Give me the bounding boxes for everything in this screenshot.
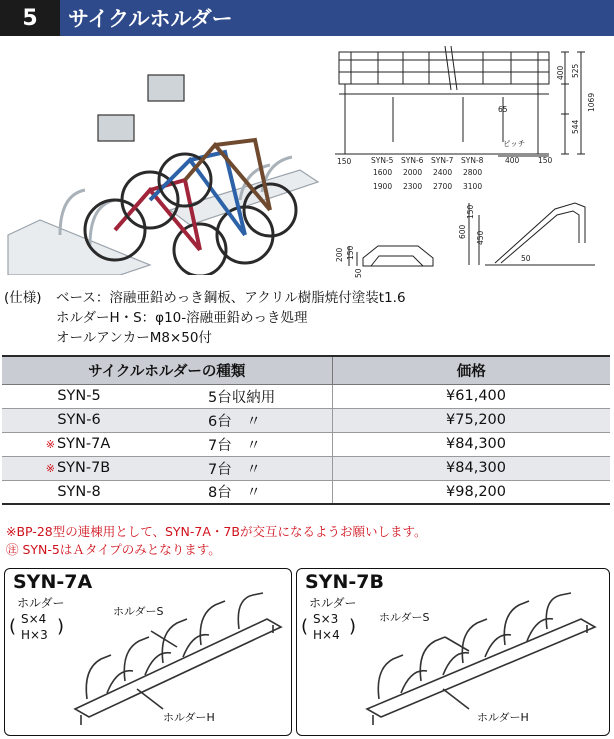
table-row [2, 456, 610, 480]
model-7-label: SYN-7 [431, 156, 454, 165]
row-model: SYN-7B [56, 460, 111, 476]
note-1: ※BP-28型の連棟用として、SYN-7A・7Bが交互になるようお願いします。 [6, 524, 427, 539]
variant-a-count-s: S×4 [21, 612, 47, 626]
pitch-label: ピッチ [503, 139, 526, 148]
note-2: ㊟ SYN-5はＡタイプのみとなります。 [6, 542, 221, 557]
row-capacity: 8台 〃 [154, 480, 332, 504]
row-model: SYN-8 [57, 483, 101, 500]
variant-b-count-h: H×4 [313, 628, 340, 642]
row1-6: 2000 [403, 168, 423, 177]
row1-7: 2400 [433, 168, 453, 177]
spec-line-1: ベース：溶融亜鉛めっき鋼板、アクリル樹脂焼付塗装t1.6 [56, 290, 406, 306]
dim-450: 450 [476, 230, 485, 245]
model-8-label: SYN-8 [461, 156, 484, 165]
dim-600: 600 [458, 224, 467, 239]
variant-a-holder-label: ホルダー [17, 596, 65, 610]
model-6-label: SYN-6 [401, 156, 424, 165]
section-number: 5 [0, 0, 60, 36]
dim-150-small: 150 [346, 245, 355, 260]
dim-150-side: 150 [466, 204, 475, 219]
table-row [2, 408, 610, 432]
row-capacity: 7台 〃 [154, 432, 332, 456]
variant-a-paren-right: ) [57, 616, 65, 637]
front-elevation-drawing [333, 42, 611, 194]
variant-a-label-s: ホルダーS [113, 605, 164, 618]
specification [4, 288, 610, 348]
row2-7: 2700 [433, 182, 453, 191]
header-type: サイクルホルダーの種類 [2, 356, 332, 384]
variant-a-paren-left: ( [9, 616, 17, 637]
spec-line-2: ホルダーH・S：φ10-溶融亜鉛めっき処理 [56, 310, 308, 326]
table-row [2, 480, 610, 504]
dim-544: 544 [571, 119, 580, 134]
row-price: ¥75,200 [332, 408, 610, 432]
row1-5: 1600 [373, 168, 393, 177]
row-capacity: 5台収納用 [154, 384, 332, 408]
dim-left: 150 [337, 157, 352, 166]
variant-a-box [4, 568, 292, 736]
variant-a-title: SYN-7A [13, 571, 93, 593]
dim-525: 525 [571, 63, 580, 78]
row-capacity: 7台 〃 [154, 456, 332, 480]
table-row [2, 432, 610, 456]
table-row [2, 384, 610, 408]
model-dims [371, 156, 484, 191]
row2-5: 1900 [373, 182, 393, 191]
header-price: 価格 [332, 356, 610, 384]
variant-b-label-h: ホルダーH [477, 711, 529, 724]
row-model: SYN-6 [57, 412, 101, 428]
spec-line-3: オールアンカーM8×50付 [56, 330, 212, 346]
notes [6, 523, 426, 559]
pitch-value: 400 [505, 156, 520, 165]
section-header [0, 0, 614, 36]
row-capacity: 6台 〃 [154, 408, 332, 432]
dim-50-small: 50 [354, 268, 363, 278]
variant-b-count-s: S×3 [313, 612, 339, 626]
variant-a-label-h: ホルダーH [163, 711, 215, 724]
row-price: ¥84,300 [332, 432, 610, 456]
row-model: SYN-5 [57, 388, 101, 404]
side-elevation-drawing [455, 195, 610, 275]
price-table [2, 355, 610, 505]
pitch-end: 150 [538, 156, 553, 165]
variant-a-count-h: H×3 [21, 628, 48, 642]
row-price: ¥84,300 [332, 456, 610, 480]
dim-400: 400 [556, 65, 565, 80]
dim-1069: 1069 [587, 92, 596, 112]
row-mark: ※ [45, 438, 55, 451]
spec-label: (仕様) [4, 290, 42, 306]
product-photo [0, 60, 330, 275]
row2-6: 2300 [403, 182, 423, 191]
row-model: SYN-7A [56, 436, 111, 452]
variant-b-holder-label: ホルダー [309, 596, 357, 610]
row-mark: ※ [45, 462, 55, 475]
variant-b-paren-left: ( [301, 616, 309, 637]
base-section-drawing [333, 238, 443, 278]
row-price: ¥61,400 [332, 384, 610, 408]
row1-8: 2800 [463, 168, 483, 177]
row-price: ¥98,200 [332, 480, 610, 504]
variant-b-box [296, 568, 610, 736]
variant-b-paren-right: ) [349, 616, 357, 637]
dim-65: 65 [498, 105, 508, 114]
dim-200: 200 [335, 247, 344, 262]
model-5-label: SYN-5 [371, 156, 394, 165]
variant-b-title: SYN-7B [305, 571, 384, 593]
row2-8: 3100 [463, 182, 483, 191]
dim-50-side: 50 [521, 254, 531, 263]
section-title: サイクルホルダー [60, 0, 614, 36]
variant-b-label-s: ホルダーS [379, 611, 430, 624]
